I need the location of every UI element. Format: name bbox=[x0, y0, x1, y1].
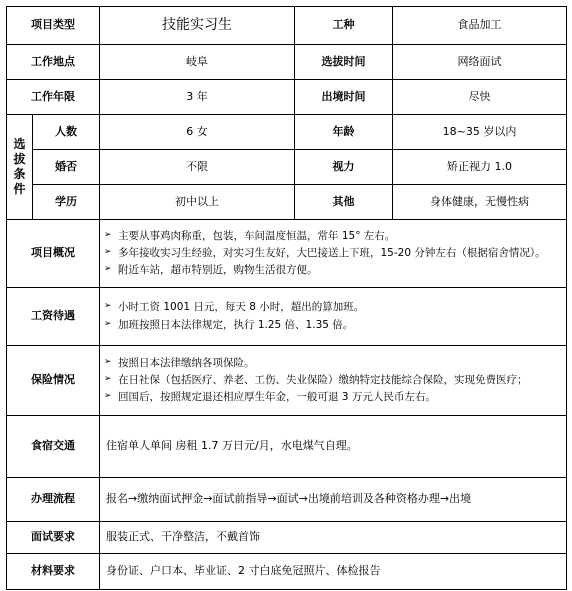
selection-time-label: 选拔时间 bbox=[295, 45, 393, 80]
list-item bbox=[104, 356, 562, 371]
project-type-label: 项目类型 bbox=[7, 7, 100, 45]
salary-content bbox=[100, 288, 567, 346]
selection-conditions-label bbox=[7, 115, 33, 220]
lodging-value: 住宿单人单间 房租 1.7 万日元/月，水电煤气自理。 bbox=[100, 416, 567, 478]
years-label: 工作年限 bbox=[7, 80, 100, 115]
overview-list bbox=[104, 229, 562, 279]
row-lodging bbox=[7, 416, 567, 478]
row-project-type bbox=[7, 7, 567, 45]
list-item bbox=[104, 300, 562, 315]
insurance-item-text: 在日社保（包括医疗、养老、工伤、失业保险）缴纳特定技能综合保险，实现免费医疗； bbox=[118, 373, 528, 386]
row-process bbox=[7, 478, 567, 522]
overview-label: 项目概况 bbox=[7, 220, 100, 288]
process-label: 办理流程 bbox=[7, 478, 100, 522]
vision-value: 矫正视力 1.0 bbox=[393, 150, 567, 185]
list-item bbox=[104, 390, 562, 405]
insurance-item-text: 按照日本法律缴纳各项保险。 bbox=[118, 356, 255, 369]
list-item bbox=[104, 373, 562, 388]
row-materials bbox=[7, 554, 567, 590]
list-item bbox=[104, 263, 562, 278]
arrow-bullet-icon: ➢ bbox=[104, 229, 112, 240]
other-label: 其他 bbox=[295, 185, 393, 220]
overview-item-text: 主要从事鸡肉称重，包装，车间温度恒温，常年 15° 左右。 bbox=[118, 229, 396, 242]
project-type-value: 技能实习生 bbox=[100, 7, 295, 45]
location-value: 岐阜 bbox=[100, 45, 295, 80]
years-value: 3 年 bbox=[100, 80, 295, 115]
location-label: 工作地点 bbox=[7, 45, 100, 80]
arrow-bullet-icon: ➢ bbox=[104, 356, 112, 367]
salary-list bbox=[104, 300, 562, 332]
row-overview bbox=[7, 220, 567, 288]
count-label: 人数 bbox=[33, 115, 100, 150]
interview-label: 面试要求 bbox=[7, 522, 100, 554]
vision-label: 视力 bbox=[295, 150, 393, 185]
education-label: 学历 bbox=[33, 185, 100, 220]
selection-conditions-char: 拔 bbox=[13, 152, 26, 166]
age-label: 年龄 bbox=[295, 115, 393, 150]
insurance-list bbox=[104, 356, 562, 406]
overview-item-text: 附近车站，超市特别近，购物生活很方便。 bbox=[118, 264, 318, 277]
process-value: 报名→缴纳面试押金→面试前指导→面试→出境前培训及各种资格办理→出境 bbox=[100, 478, 567, 522]
interview-value: 服装正式、干净整洁，不戴首饰 bbox=[100, 522, 567, 554]
selection-conditions-char: 选 bbox=[13, 137, 26, 151]
education-value: 初中以上 bbox=[100, 185, 295, 220]
marriage-value: 不限 bbox=[100, 150, 295, 185]
departure-value: 尽快 bbox=[393, 80, 567, 115]
arrow-bullet-icon: ➢ bbox=[104, 391, 112, 402]
insurance-item-text: 回国后，按照规定退还相应厚生年金，一般可退 3 万元人民币左右。 bbox=[118, 391, 436, 404]
arrow-bullet-icon: ➢ bbox=[104, 301, 112, 312]
job-type-value: 食品加工 bbox=[393, 7, 567, 45]
row-count bbox=[7, 115, 567, 150]
row-location bbox=[7, 45, 567, 80]
selection-time-value: 网络面试 bbox=[393, 45, 567, 80]
salary-label: 工资待遇 bbox=[7, 288, 100, 346]
job-type-label: 工种 bbox=[295, 7, 393, 45]
overview-item-text: 多年接收实习生经验，对实习生友好，大巴接送上下班，15-20 分钟左右（根据宿舍情况）。 bbox=[118, 246, 546, 259]
arrow-bullet-icon: ➢ bbox=[104, 246, 112, 257]
row-marriage bbox=[7, 150, 567, 185]
row-insurance bbox=[7, 346, 567, 416]
list-item bbox=[104, 246, 562, 261]
row-salary bbox=[7, 288, 567, 346]
row-years bbox=[7, 80, 567, 115]
other-value: 身体健康，无慢性病 bbox=[393, 185, 567, 220]
age-value: 18~35 岁以内 bbox=[393, 115, 567, 150]
salary-item-text: 小时工资 1001 日元，每天 8 小时，超出的算加班。 bbox=[118, 301, 365, 314]
lodging-label: 食宿交通 bbox=[7, 416, 100, 478]
selection-conditions-char: 条 bbox=[13, 167, 26, 181]
arrow-bullet-icon: ➢ bbox=[104, 373, 112, 384]
row-education bbox=[7, 185, 567, 220]
marriage-label: 婚否 bbox=[33, 150, 100, 185]
arrow-bullet-icon: ➢ bbox=[104, 318, 112, 329]
arrow-bullet-icon: ➢ bbox=[104, 264, 112, 275]
list-item bbox=[104, 229, 562, 244]
row-interview bbox=[7, 522, 567, 554]
list-item bbox=[104, 318, 562, 333]
count-value: 6 女 bbox=[100, 115, 295, 150]
job-info-table bbox=[6, 6, 567, 590]
insurance-label: 保险情况 bbox=[7, 346, 100, 416]
insurance-content bbox=[100, 346, 567, 416]
departure-label: 出境时间 bbox=[295, 80, 393, 115]
materials-label: 材料要求 bbox=[7, 554, 100, 590]
overview-content bbox=[100, 220, 567, 288]
materials-value: 身份证、户口本、毕业证、2 寸白底免冠照片、体检报告 bbox=[100, 554, 567, 590]
salary-item-text: 加班按照日本法律规定，执行 1.25 倍、1.35 倍。 bbox=[118, 318, 354, 331]
selection-conditions-char: 件 bbox=[13, 182, 26, 196]
